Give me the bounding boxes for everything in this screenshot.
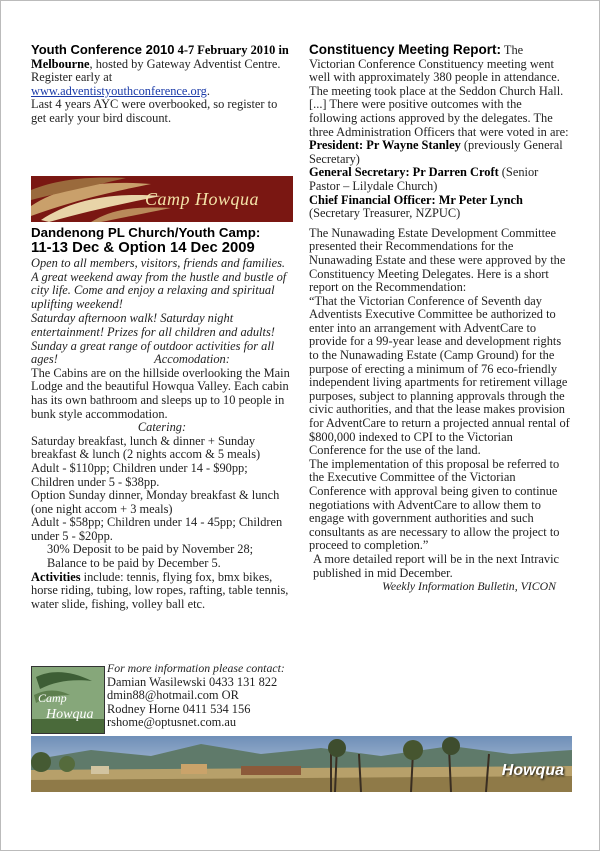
balance-text: Balance to be paid by December 5. bbox=[47, 556, 221, 571]
source-credit: Weekly Information Bulletin, VICON bbox=[382, 579, 556, 594]
contact-line-1: Damian Wasilewski 0433 131 822 bbox=[107, 674, 278, 689]
howqua-photo-label: Howqua bbox=[501, 762, 564, 779]
officer-name: Mr Peter Lynch bbox=[435, 192, 523, 207]
right-column bbox=[309, 43, 572, 713]
camp-heading-2: 11-13 Dec & Option 14 Dec 2009 bbox=[31, 240, 255, 256]
camp-article bbox=[31, 225, 293, 665]
accommodation-text: The Cabins are on the hillside overlooking the Main Lodge and the beautiful Howqua Valley. Each cabin has its own bathroom and sleeps up to 10 people in bunk style accommodation. bbox=[31, 365, 290, 421]
youth-conference-link[interactable]: www.adventistyouthconference.org bbox=[31, 83, 207, 98]
youth-conference-text: , hosted by Gateway Adventist Centre. Register early at bbox=[31, 56, 281, 85]
contact-block bbox=[107, 662, 297, 730]
officer-name: Pr Darren Croft bbox=[409, 165, 499, 180]
recommendation-quote: “That the Victorian Conference of Seventh day Adventists Executive Committee be authorized to enter into an arrangement with AdventCare to provide for a 99-year lease and development rights to the Nunawading Estate (Camp Ground) for the purpose of erecting a minimum of 76 eco-friendly independent living apartments for retirement village purposes, subject to planning approvals through the civic authorities, and that the lease makes provision for AdventCare to return a projected annual rental of $800,000 indexed to CPI to the Victorian Conference for the use of the land. bbox=[309, 293, 570, 458]
youth-conference-title: Youth Conference 2010 bbox=[31, 43, 175, 57]
accommodation-heading: Accomodation: bbox=[154, 352, 230, 367]
contact-line-2: dmin88@hotmail.com OR bbox=[107, 688, 239, 703]
officer-role: Chief Financial Officer: bbox=[309, 192, 436, 207]
camp-heading-1: Dandenong PL Church/Youth Camp: bbox=[31, 225, 261, 240]
activities-paragraph bbox=[31, 571, 293, 612]
logo-text-camp: Camp bbox=[38, 691, 67, 705]
youth-conference-note: Last 4 years AYC were overbooked, so register to get early your bird discount. bbox=[31, 97, 278, 125]
officer-role: President: bbox=[309, 138, 364, 153]
officer-note: (Secretary Treasurer, NZPUC) bbox=[309, 206, 461, 221]
activities-text: include: tennis, flying fox, bmx bikes, horse riding, tubing, low ropes, rafting, table tennis, water slide, fishing, volley ball etc. bbox=[31, 569, 289, 611]
officer-note: (previously General Secretary) bbox=[309, 138, 563, 166]
logo-text-howqua: Howqua bbox=[46, 707, 94, 722]
landscape-graphic bbox=[31, 736, 572, 792]
catering-option-1: Saturday breakfast, lunch & dinner + Sunday breakfast & lunch (2 nights accom & 5 meals) bbox=[31, 433, 261, 462]
officer-note: (Senior Pastor – Lilydale Church) bbox=[309, 165, 539, 193]
camp-intro: Open to all members, visitors, friends and families. A great weekend away from the hustle and bustle of city life. Come and enjoy a relaxing and spiritual uplifting weekend! bbox=[31, 256, 287, 311]
catering-option-2: Option Sunday dinner, Monday breakfast & lunch (one night accom + 3 meals) bbox=[31, 488, 280, 516]
contact-heading: For more information please contact: bbox=[107, 661, 285, 675]
camp-howqua-banner-title: Camp Howqua bbox=[144, 189, 259, 209]
activities-label: Activities bbox=[31, 569, 81, 584]
officer-cfo bbox=[309, 194, 572, 221]
detailed-report-note: A more detailed report will be in the next Intravic published in mid December. bbox=[313, 551, 560, 580]
price-option-2: Adult - $58pp; Children under 14 - 45pp; Children under 5 - $20pp. bbox=[31, 515, 283, 543]
price-option-1: Adult - $110pp; Children under 14 - $90pp; Children under 5 - $38pp. bbox=[31, 460, 248, 489]
camp-howqua-logo bbox=[31, 666, 105, 734]
officer-general-secretary bbox=[309, 166, 572, 193]
youth-conference-paragraph bbox=[31, 43, 293, 98]
implementation-paragraph: The implementation of this proposal be referred to the Executive Committee of the Victorian Conference with approval being given to continue negotiations with AdventCare to allow them to engage with government authorities and such consultants as are necessary to allow the project to proceed to completion.” bbox=[309, 456, 560, 553]
catering-heading: Catering: bbox=[137, 420, 187, 435]
contact-line-4: rshome@optusnet.com.au bbox=[107, 715, 237, 730]
camp-activities-intro: Saturday afternoon walk! Saturday night entertainment! Prizes for all children and adults! Sunday a great range of outdoor activities for all ages! bbox=[31, 311, 275, 367]
meeting-intro-paragraph bbox=[309, 43, 572, 139]
meeting-intro: The Victorian Conference Constituency meeting went well with approximately 380 people in attendance. The meeting took place at the Seddon Church Hall. [...] There were positive outcomes with the following actions approved by the delegates. The three Administration Officers that were voted in are: bbox=[309, 43, 569, 139]
officer-name: Pr Wayne Stanley bbox=[363, 138, 461, 153]
youth-conference-date: 4-7 February 2010 in Melbourne bbox=[31, 43, 289, 71]
contact-line-3: Rodney Horne 0411 534 156 bbox=[107, 701, 251, 716]
youth-conference-tail: . bbox=[206, 83, 210, 98]
deposit-text: 30% Deposit to be paid by November 28; bbox=[47, 542, 254, 557]
nunawading-paragraph: The Nunawading Estate Development Committee presented their Recommendations for the Nunawading Estate and these were approved by the Constituency Meeting Delegates. Here is a short report on the Recommendation: bbox=[309, 225, 566, 295]
howqua-landscape-photo bbox=[31, 736, 572, 792]
officer-president bbox=[309, 139, 572, 166]
meeting-title: Constituency Meeting Report: bbox=[309, 43, 502, 57]
camp-howqua-banner bbox=[31, 176, 293, 222]
officer-role: General Secretary: bbox=[309, 165, 410, 180]
